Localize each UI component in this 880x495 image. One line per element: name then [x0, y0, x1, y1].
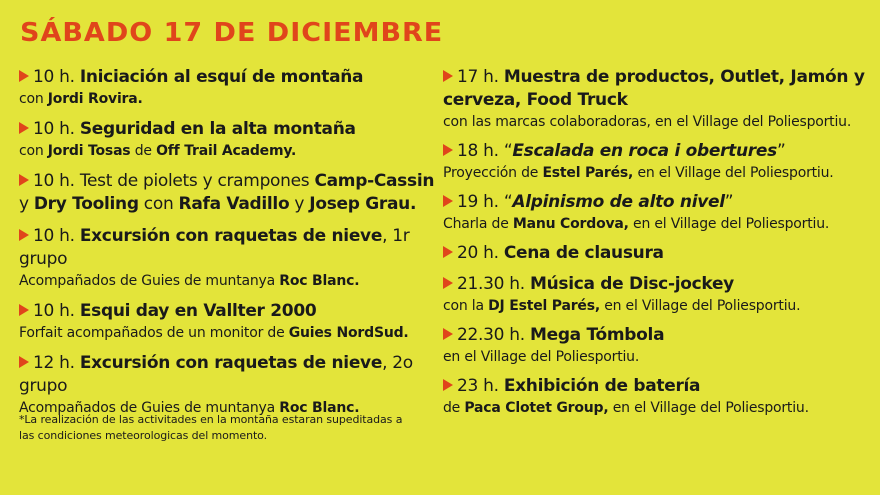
morning-event-4 — [19, 225, 439, 291]
event-time: 20 h. — [457, 243, 504, 263]
play-arrow-icon — [19, 229, 29, 241]
event-title: 21.30 h. Música de Disc-jockey — [443, 273, 873, 296]
event-title-continued: y Dry Tooling con Rafa Vadillo y Josep Grau. — [19, 194, 417, 214]
footnote — [19, 412, 409, 444]
event-title: 10 h. Excursión con raquetas de nieve, 1r grupo — [19, 226, 410, 269]
event-details: con Jordi Rovira. — [19, 91, 143, 107]
event-title: 10 h. Esqui day en Vallter 2000 — [19, 300, 439, 323]
play-arrow-icon — [19, 304, 29, 316]
event-details: con las marcas colaboradoras, en el Village del Poliesportiu. — [443, 114, 852, 130]
morning-event-3 — [19, 170, 439, 216]
event-time: 23 h. — [457, 376, 504, 396]
event-time: 22.30 h. — [457, 325, 530, 345]
event-title: 17 h. Muestra de productos, Outlet, Jamón y — [443, 66, 873, 89]
event-time: 10 h. — [33, 119, 80, 139]
morning-event-1 — [19, 66, 439, 109]
evening-schedule — [443, 66, 873, 426]
play-arrow-icon — [443, 70, 453, 82]
event-title: 10 h. Test de piolets y crampones Camp-Cassin — [19, 170, 439, 193]
morning-schedule — [19, 66, 439, 427]
play-arrow-icon — [19, 174, 29, 186]
event-details: Proyección de Estel Parés, en el Village del Poliesportiu. — [443, 165, 834, 181]
event-title: 18 h. “Escalada en roca i obertures” — [443, 140, 873, 163]
footnote-line-1: *La realización de las activitades en la montaña estaran supeditadas a — [19, 413, 403, 426]
event-details: de Paca Clotet Group, en el Village del Poliesportiu. — [443, 400, 809, 416]
evening-event-4 — [443, 242, 873, 265]
play-arrow-icon — [19, 356, 29, 368]
event-time: 10 h. — [33, 67, 80, 87]
event-title: 19 h. “Alpinismo de alto nivel” — [443, 191, 873, 214]
event-time: 10 h. — [33, 301, 80, 321]
play-arrow-icon — [19, 70, 29, 82]
morning-event-6 — [19, 352, 439, 418]
play-arrow-icon — [443, 328, 453, 340]
play-arrow-icon — [443, 144, 453, 156]
event-time: 21.30 h. — [457, 274, 530, 294]
event-title: 23 h. Exhibición de batería — [443, 375, 873, 398]
evening-event-3 — [443, 191, 873, 234]
event-details: Charla de Manu Cordova, en el Village del Poliesportiu. — [443, 216, 830, 232]
event-details: con Jordi Tosas de Off Trail Academy. — [19, 143, 297, 159]
event-time: 10 h. — [33, 171, 80, 191]
event-details: con la DJ Estel Parés, en el Village del Poliesportiu. — [443, 298, 801, 314]
play-arrow-icon — [443, 277, 453, 289]
morning-event-2 — [19, 118, 439, 161]
event-time: 19 h. — [457, 192, 504, 212]
morning-event-5 — [19, 300, 439, 343]
event-title: 12 h. Excursión con raquetas de nieve, 2o grupo — [19, 353, 413, 396]
evening-event-1 — [443, 66, 873, 132]
play-arrow-icon — [443, 379, 453, 391]
event-title: 20 h. Cena de clausura — [443, 242, 873, 265]
event-details: Forfait acompañados de un monitor de Guies NordSud. — [19, 325, 409, 341]
event-title: 22.30 h. Mega Tómbola — [443, 324, 873, 347]
event-title: 10 h. Seguridad en la alta montaña — [19, 118, 439, 141]
event-time: 17 h. — [457, 67, 504, 87]
evening-event-5 — [443, 273, 873, 316]
event-details: Acompañados de Guies de muntanya Roc Blanc. — [19, 273, 360, 289]
event-time: 10 h. — [33, 226, 80, 246]
event-details: en el Village del Poliesportiu. — [443, 349, 640, 365]
evening-event-2 — [443, 140, 873, 183]
event-time: 18 h. — [457, 141, 504, 161]
play-arrow-icon — [19, 122, 29, 134]
evening-event-6 — [443, 324, 873, 367]
event-title: 10 h. Iniciación al esquí de montaña — [19, 66, 439, 89]
evening-event-7 — [443, 375, 873, 418]
play-arrow-icon — [443, 246, 453, 258]
page-title: SÁBADO 17 DE DICIEMBRE — [20, 18, 444, 48]
footnote-line-2: las condiciones meteorologicas del momento. — [19, 429, 268, 442]
event-title-continued: cerveza, Food Truck — [443, 90, 628, 110]
event-details: Acompañados de Guies de muntanya Roc Blanc. — [19, 400, 360, 416]
event-time: 12 h. — [33, 353, 80, 373]
play-arrow-icon — [443, 195, 453, 207]
